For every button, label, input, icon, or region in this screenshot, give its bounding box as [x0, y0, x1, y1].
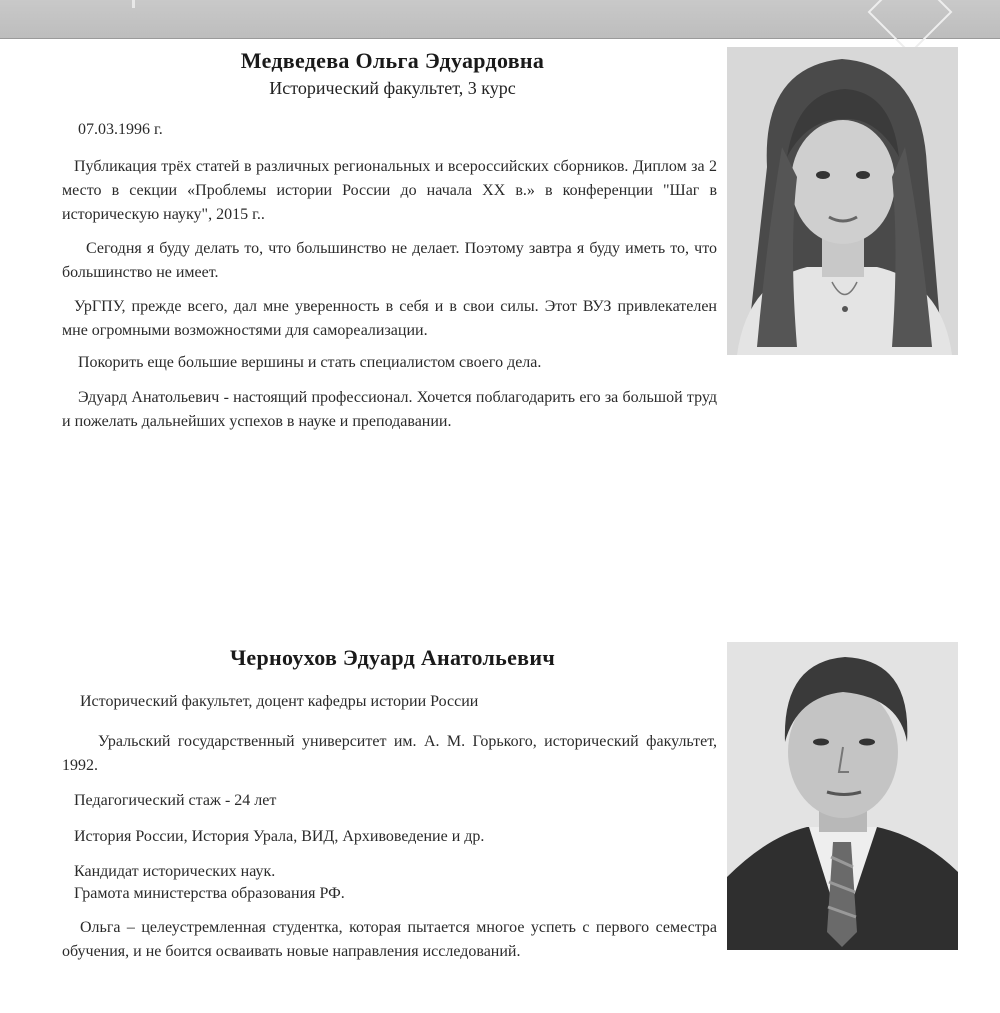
mentor-experience: Педагогический стаж - 24 лет	[74, 792, 277, 809]
header-ornament	[132, 0, 135, 8]
mentor-education: Уральский государственный университет им. А. М. Горького, исторический факультет, 1992.	[62, 733, 717, 774]
student-about-university: УрГПУ, прежде всего, дал мне уверенность в себя и в свои силы. Этот ВУЗ привлекателен мне огромными возможностями для самореализации.	[62, 298, 717, 339]
student-goal: Покорить еще большие вершины и стать специалистом своего дела.	[78, 354, 542, 371]
page-header-band	[0, 0, 1000, 39]
mentor-photo	[727, 642, 958, 950]
student-achievements: Публикация трёх статей в различных региональных и всероссийских сборников. Диплом за 2 место в секции «Проблемы истории России до начала XX в.» в конференции "Шаг в историческую науку", 2015 г..	[62, 158, 717, 223]
mentor-award: Грамота министерства образования РФ.	[74, 885, 345, 902]
mentor-position: Исторический факультет, доцент кафедры истории России	[80, 693, 479, 710]
student-birthdate: 07.03.1996 г.	[78, 121, 163, 138]
student-faculty: Исторический факультет, 3 курс	[269, 78, 516, 98]
mentor-about-student: Ольга – целеустремленная студентка, которая пытается многое успеть с первого семестра обучения, и не боится осваивать новые направления исследований.	[62, 919, 717, 960]
student-portrait-image	[727, 47, 958, 355]
mentor-degree: Кандидат исторических наук.	[74, 863, 276, 880]
mentor-portrait-image	[727, 642, 958, 950]
student-motto: Сегодня я буду делать то, что большинство не делает. Поэтому завтра я буду иметь то, что большинство не имеет.	[62, 240, 717, 281]
mentor-subjects: История России, История Урала, ВИД, Архивоведение и др.	[74, 828, 485, 845]
student-name: Медведева Ольга Эдуардовна	[240, 48, 545, 73]
mentor-name: Черноухов Эдуард Анатольевич	[229, 645, 556, 670]
student-photo	[727, 47, 958, 355]
student-about-mentor: Эдуард Анатольевич - настоящий профессионал. Хочется поблагодарить его за большой труд и пожелать дальнейших успехов в науке и преподавании.	[62, 389, 717, 430]
